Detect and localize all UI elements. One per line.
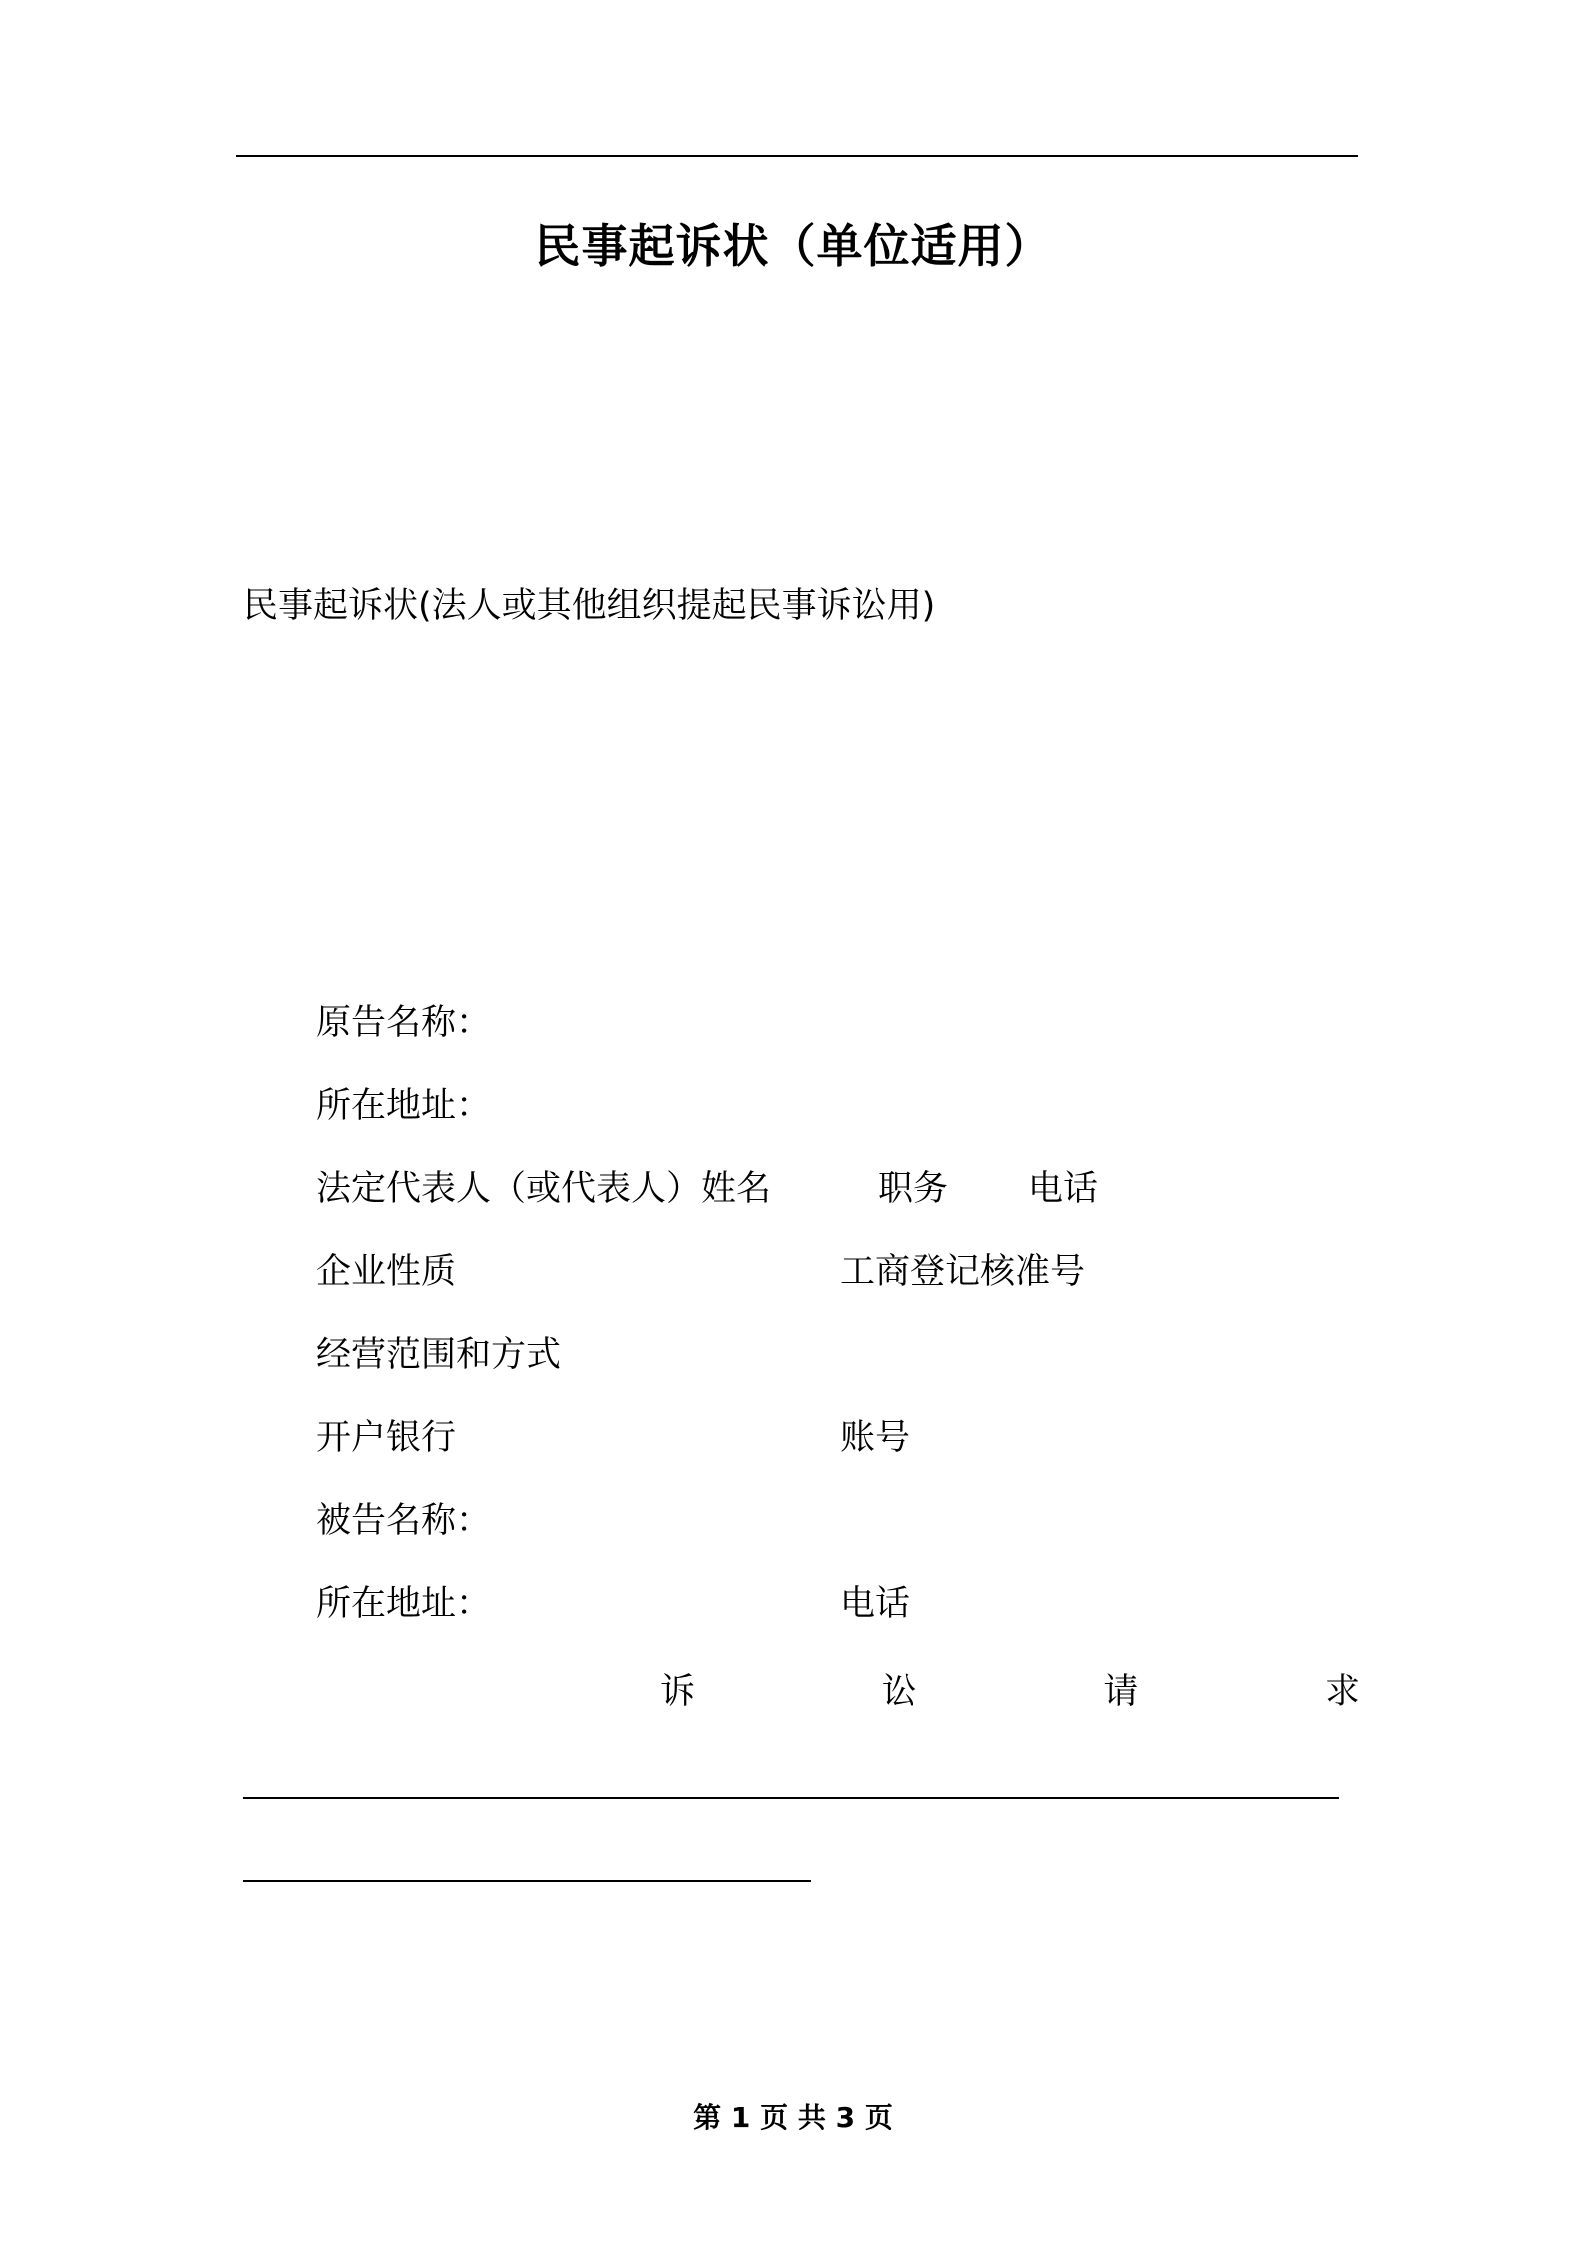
defendant-phone-label: 电话: [840, 1584, 911, 1624]
business-registration-label: 工商登记核准号: [840, 1252, 1086, 1292]
bank-label: 开户银行: [316, 1418, 457, 1458]
claims-blank-line: [243, 1880, 811, 1882]
legal-representative-label: 法定代表人（或代表人）姓名: [316, 1169, 772, 1209]
business-scope-label: 经营范围和方式: [316, 1335, 562, 1375]
enterprise-nature-label: 企业性质: [316, 1252, 457, 1292]
plaintiff-address-label: 所在地址：: [316, 1086, 492, 1126]
position-label: 职务: [878, 1169, 949, 1209]
claims-heading-char: 讼: [881, 1672, 917, 1712]
claims-heading-char: 诉: [660, 1672, 696, 1712]
claims-heading-char: 求: [1324, 1672, 1360, 1712]
plaintiff-name-label: 原告名称：: [316, 1003, 492, 1043]
document-subtitle: 民事起诉状(法人或其他组织提起民事诉讼用): [243, 586, 936, 626]
defendant-address-label: 所在地址：: [316, 1584, 492, 1624]
page-footer: 第 1 页 共 3 页: [693, 2101, 893, 2134]
header-rule: [236, 155, 1358, 157]
account-label: 账号: [840, 1418, 911, 1458]
document-title: 民事起诉状（单位适用）: [534, 219, 1052, 273]
claims-blank-line: [243, 1797, 1339, 1799]
defendant-name-label: 被告名称：: [316, 1501, 492, 1541]
plaintiff-phone-label: 电话: [1028, 1169, 1099, 1209]
claims-heading-char: 请: [1103, 1672, 1139, 1712]
claims-heading: [660, 1664, 1360, 1714]
